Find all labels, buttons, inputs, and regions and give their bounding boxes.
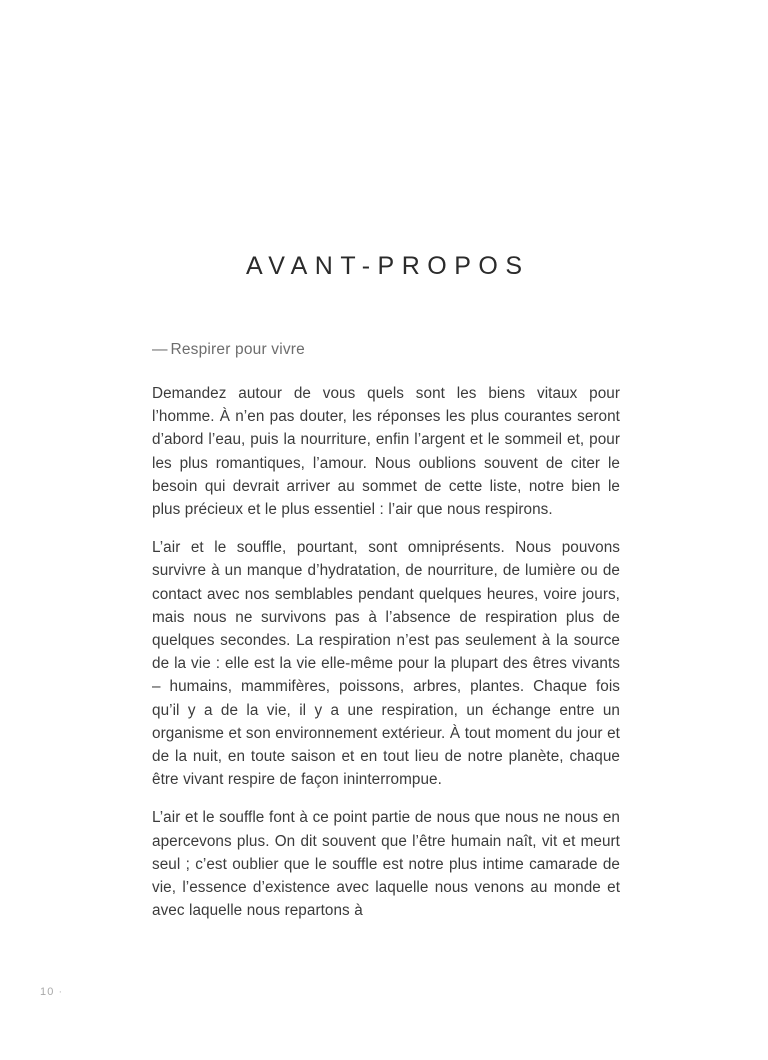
chapter-subheading-label: Respirer pour vivre (170, 341, 305, 358)
page-title: AVANT-PROPOS (245, 251, 530, 280)
body-paragraph: Demandez autour de vous quels sont les biens vitaux pour l’homme. À n’en pas douter, les réponses les plus courantes seront d’abord l’eau, puis la nourriture, enfin l’argent et le sommeil et, pour les plus romantiques, l’amour. Nous oublions souvent de citer le besoin qui devrait arriver au sommet de cette liste, notre bien le plus précieux et le plus essentiel : l’air que nous respirons. (152, 385, 620, 519)
em-dash-glyph: — (152, 341, 168, 358)
folio-separator-dot: · (58, 986, 64, 998)
page-number: 10 (40, 986, 55, 998)
page-folio (40, 987, 63, 998)
body-paragraph: L’air et le souffle font à ce point partie de nous que nous ne nous en apercevons plus. On dit souvent que l’être humain naît, vit et meurt seul ; c’est oublier que le souffle est notre plus intime camarade de vie, l’essence d’existence avec laquelle nous venons au monde et avec laquelle nous repartons à (152, 809, 620, 920)
body-paragraph: L’air et le souffle, pourtant, sont omniprésents. Nous pouvons survivre à un manque d’hydratation, de nourriture, de lumière ou de contact avec nos semblables pendant quelques heures, voire jours, mais nous ne survivons pas à l’absence de respiration plus de quelques secondes. La respiration n’est pas seulement à la source de la vie : elle est la vie elle-même pour la plupart des êtres vivants – humains, mammifères, poissons, arbres, plantes. Chaque fois qu’il y a de la vie, il y a une respiration, un échange entre un organisme et son environnement extérieur. À tout moment du jour et de la nuit, en toute saison et en tout lieu de notre planète, chaque être vivant respire de façon ininterrompue. (152, 539, 620, 789)
text-column (152, 338, 620, 922)
chapter-subheading (152, 338, 620, 361)
